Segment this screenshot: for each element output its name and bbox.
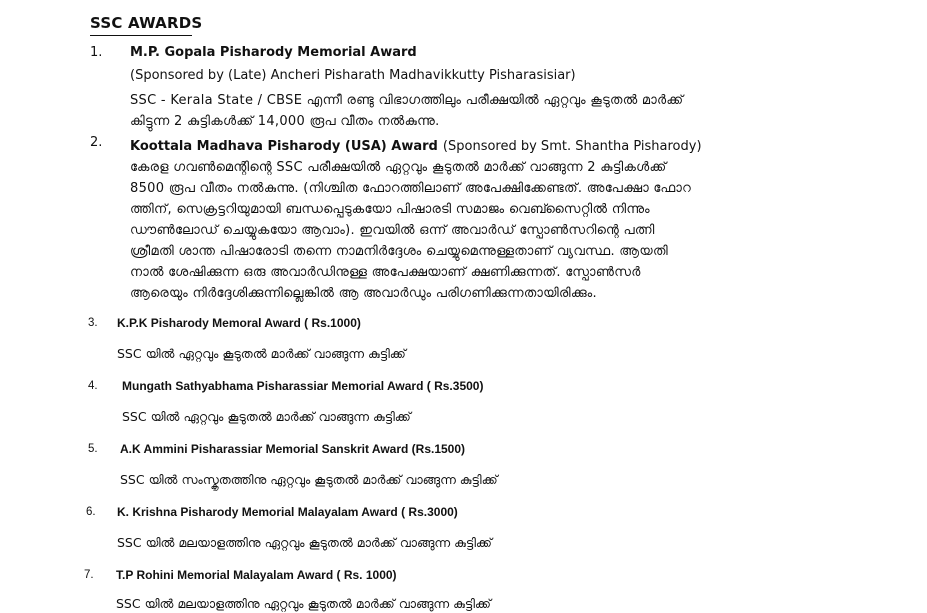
award-description: SSC യിൽ മലയാളത്തിനു ഏറ്റവും കൂടുതൽ മാർക്ക് വാങ്ങുന്ന കുട്ടിക്ക് — [117, 535, 492, 550]
award-number: 4. — [88, 380, 98, 392]
award-title: K.P.K Pisharody Memoral Award ( Rs.1000) — [117, 316, 361, 330]
award-title: A.K Ammini Pisharassiar Memorial Sanskrit Award (Rs.1500) — [120, 442, 466, 456]
award-description-line: ശ്രീമതി ശാന്ത പിഷാരോടി തന്നെ നാമനിർദ്ദേശം ചെയ്യുമെന്നുള്ളതാണ് വ്യവസ്ഥ. ആയതി — [130, 244, 668, 259]
award-description-line: ഡൗൺലോഡ് ചെയ്യുകയോ ആവാം). ഇവയിൽ ഒന്ന് അവാർഡ് സ്പോൺസറിന്റെ പത്നി — [130, 223, 655, 238]
award-description-line: SSC - Kerala State / CBSE എന്നീ രണ്ടു വിഭാഗത്തിലും പരീക്ഷയിൽ ഏറ്റവും കൂടുതൽ മാർക്ക് — [130, 93, 684, 108]
award-description-line: ത്തിന്, സെക്രട്ടറിയുമായി ബന്ധപ്പെടുകയോ പിഷാരടി സമാജം വെബ്സൈറ്റിൽ നിന്നും — [130, 202, 650, 217]
award-number: 1. — [90, 45, 103, 60]
award-description-line: 8500 രൂപ വീതം നൽകുന്നു. (നിശ്ചിത ഫോറത്തിലാണ് അപേക്ഷിക്കേണ്ടത്. അപേക്ഷാ ഫോറ — [130, 181, 691, 196]
award-description-line: കേരള ഗവൺമെന്റിന്റെ SSC പരീക്ഷയിൽ ഏറ്റവും കൂടുതൽ മാർക്ക് വാങ്ങുന്ന 2 കുട്ടികൾക്ക് — [130, 160, 667, 175]
award-title: Mungath Sathyabhama Pisharassiar Memorial Award ( Rs.3500) — [122, 379, 484, 393]
award-description: SSC യിൽ മലയാളത്തിനു ഏറ്റവും കൂടുതൽ മാർക്ക് വാങ്ങുന്ന കുട്ടിക്ക് — [116, 596, 491, 611]
award-description: SSC യിൽ ഏറ്റവും കൂടുതൽ മാർക്ക് വാങ്ങുന്ന കുട്ടിക്ക് — [117, 346, 406, 361]
award-description: SSC യിൽ സംസ്കൃതത്തിനു ഏറ്റവും കൂടുതൽ മാർക്ക് വാങ്ങുന്ന കുട്ടിക്ക് — [120, 472, 498, 487]
award-number: 5. — [88, 443, 98, 455]
award-description-line: കിട്ടുന്ന 2 കുട്ടികൾക്ക് 14,000 രൂപ വീതം നൽകുന്നു. — [130, 114, 440, 129]
award-sponsor: (Sponsored by Smt. Shantha Pisharody) — [442, 139, 702, 154]
award-sponsor: (Sponsored by (Late) Ancheri Pisharath Madhavikkutty Pisharasisiar) — [130, 68, 576, 83]
award-description-line: നാൽ ശേഷിക്കുന്ന ഒരു അവാർഡിനുള്ള അപേക്ഷയാണ് ക്ഷണിക്കുന്നത്. സ്പോൺസർ — [130, 265, 641, 280]
award-number: 7. — [84, 569, 94, 581]
award-title: M.P. Gopala Pisharody Memorial Award — [130, 45, 417, 60]
award-title: K. Krishna Pisharody Memorial Malayalam Award ( Rs.3000) — [117, 505, 458, 519]
award-number: 6. — [86, 506, 96, 518]
award-title: T.P Rohini Memorial Malayalam Award ( Rs. 1000) — [116, 568, 397, 582]
award-number: 3. — [88, 317, 98, 329]
award-heading — [130, 135, 702, 154]
award-description: SSC യിൽ ഏറ്റവും കൂടുതൽ മാർക്ക് വാങ്ങുന്ന കുട്ടിക്ക് — [122, 409, 411, 424]
title-underline — [90, 35, 192, 36]
award-description-line: ആരെയും നിർദ്ദേശിക്കുന്നില്ലെങ്കിൽ ആ അവാർഡും പരിഗണിക്കുന്നതായിരിക്കും. — [130, 286, 597, 301]
award-number: 2. — [90, 135, 103, 150]
page-title: SSC AWARDS — [90, 14, 203, 32]
award-title: Koottala Madhava Pisharody (USA) Award — [130, 139, 438, 154]
